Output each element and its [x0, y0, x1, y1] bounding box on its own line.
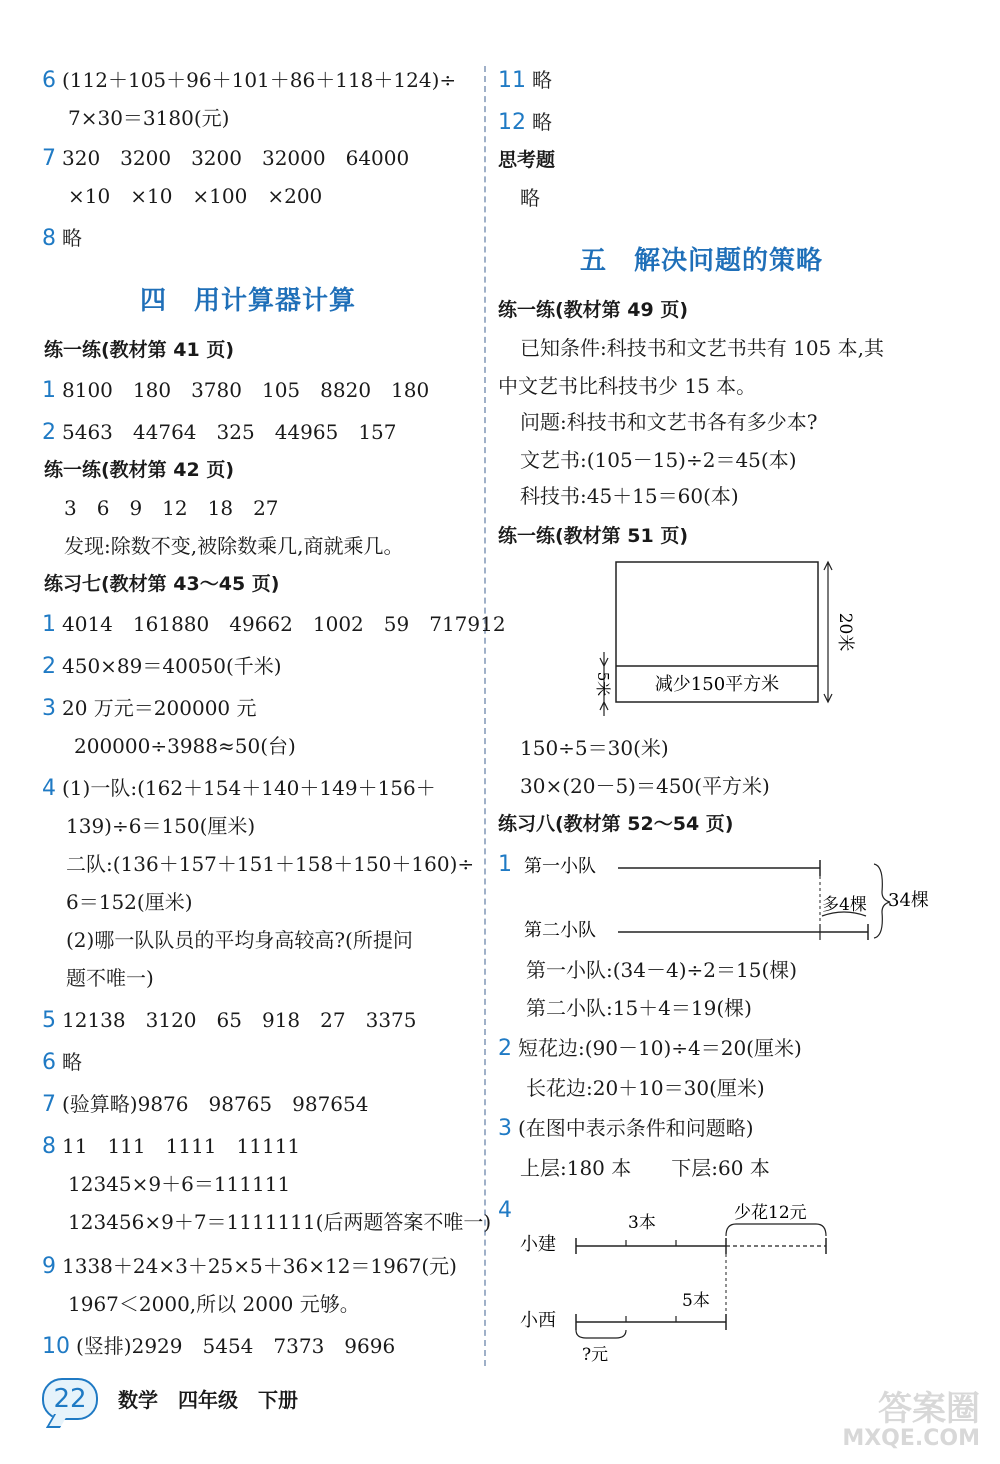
q7-line2: ×10 ×10 ×100 ×200: [68, 184, 323, 208]
answer-text: 1338＋24×3＋25×5＋36×12＝1967(元): [62, 1254, 457, 1278]
team2-label: 第二小队: [524, 920, 596, 941]
answer-text: (验算略)9876 98765 987654: [62, 1092, 369, 1116]
ex7-a3b: 200000÷3988≈50(台): [74, 734, 296, 758]
think-text: 略: [520, 186, 540, 210]
ex7-a9: [42, 1254, 457, 1279]
item-number: 11: [498, 68, 526, 93]
ex7-a10: [42, 1334, 395, 1359]
answer-text: 320 3200 3200 32000 64000: [62, 146, 410, 170]
team-line-diagram: [520, 852, 929, 952]
less12-brace: [726, 1224, 826, 1236]
item-number: 6: [42, 68, 56, 93]
three-books-label: 3本: [628, 1213, 656, 1233]
item-number: 8: [42, 226, 56, 251]
p49-l2: 中文艺书比科技书少 15 本。: [498, 374, 757, 398]
item-number: 2: [42, 654, 56, 679]
ex7-a8: [42, 1134, 300, 1159]
item-number: 7: [42, 146, 56, 171]
p42-row1: 3 6 9 12 18 27: [64, 496, 279, 520]
item-number: 7: [42, 1092, 56, 1117]
p49-l1: 已知条件:科技书和文艺书共有 105 本,其: [520, 336, 884, 360]
book-line-diagram: [520, 1196, 840, 1366]
ex7-a4b: 139)÷6＝150(厘米): [66, 814, 256, 838]
q8-line: [42, 226, 82, 251]
ex7-a5: [42, 1008, 417, 1033]
ex7-a4c: 二队:(136＋157＋151＋158＋150＋160)÷: [66, 852, 475, 876]
answer-text: 略: [532, 68, 552, 92]
watermark-logo: [780, 1389, 980, 1454]
ex7-a4e: (2)哪一队队员的平均身高较高?(所提问: [66, 928, 413, 952]
p42-row2: 发现:除数不变,被除数乘几,商就乘几。: [64, 534, 404, 558]
answer-text: (在图中表示条件和问题略): [518, 1116, 754, 1140]
p41-row2: [42, 420, 397, 445]
watermark-url: MXQE.COM: [842, 1426, 980, 1451]
item-number: 8: [42, 1134, 56, 1159]
ex8-a3: [498, 1116, 754, 1141]
q6-line2: 7×30＝3180(元): [68, 106, 230, 130]
unit-price-label: ?元: [582, 1345, 609, 1365]
p51-header: 练一练(教材第 51 页): [498, 525, 689, 547]
reduce-label: 减少150平方米: [654, 674, 780, 695]
item-number: 3: [42, 696, 56, 721]
q7-line1: [42, 146, 409, 171]
total34-label: 34棵: [888, 890, 929, 911]
p49-l3: 问题:科技书和文艺书各有多少本?: [520, 410, 818, 434]
answer-text: 11 111 1111 11111: [62, 1134, 301, 1158]
watermark-text: 答案圈: [878, 1389, 980, 1429]
item-number: 2: [498, 1036, 512, 1061]
ex8-a1c: 第二小队:15＋4＝19(棵): [526, 996, 752, 1020]
column-divider: [484, 66, 486, 1366]
think-header: 思考题: [498, 149, 556, 171]
answer-text: 略: [532, 110, 552, 134]
ex7-header: 练习七(教材第 43～45 页): [44, 573, 280, 595]
ex8-header: 练习八(教材第 52～54 页): [498, 813, 734, 835]
page-number-badge: 22: [42, 1378, 98, 1420]
width-label: 5米: [594, 671, 612, 697]
item-number: 4: [42, 776, 56, 801]
answer-text: 450×89＝40050(千米): [62, 654, 282, 678]
p51-l2: 30×(20－5)＝450(平方米): [520, 774, 770, 798]
answer-text: 4014 161880 49662 1002 59 717912: [62, 612, 506, 636]
item-number: 5: [42, 1008, 56, 1033]
ex7-a6: [42, 1050, 82, 1075]
answer-text: 12138 3120 65 918 27 3375: [62, 1008, 417, 1032]
item-number: 6: [42, 1050, 56, 1075]
unit-price-brace: [576, 1330, 626, 1338]
p42-header: 练一练(教材第 42 页): [44, 459, 235, 481]
item-number: 3: [498, 1116, 512, 1141]
xiaoxi-label: 小西: [520, 1310, 556, 1331]
ex8-a3b: 上层:180 本 下层:60 本: [520, 1156, 770, 1180]
ex7-a7: [42, 1092, 368, 1117]
ex8-a2b: 长花边:20＋10＝30(厘米): [526, 1076, 765, 1100]
ex7-a8c: 123456×9＋7＝1111111(后两题答案不唯一): [68, 1210, 492, 1234]
section4-title: 四 用计算器计算: [140, 286, 357, 316]
p51-l1: 150÷5＝30(米): [520, 736, 669, 760]
answer-text: 20 万元＝200000 元: [62, 696, 257, 720]
answer-text: 略: [62, 226, 82, 250]
five-books-label: 5本: [682, 1291, 710, 1311]
ex7-a4f: 题不唯一): [66, 966, 154, 990]
less12-label: 少花12元: [734, 1203, 807, 1223]
answer-text: (112＋105＋96＋101＋86＋118＋124)÷: [62, 68, 457, 92]
q11-line: [498, 68, 552, 93]
ex7-a4: [42, 776, 436, 801]
answer-text: 5463 44764 325 44965 157: [62, 420, 397, 444]
item-number: 2: [42, 420, 56, 445]
ex7-a4d: 6＝152(厘米): [66, 890, 193, 914]
answer-text: (1)一队:(162＋154＋140＋149＋156＋: [62, 776, 436, 800]
answer-text: 略: [62, 1050, 82, 1074]
ex8-a2: [498, 1036, 802, 1061]
height-label: 20米: [835, 612, 855, 652]
item-number: 1: [42, 378, 56, 403]
p49-header: 练一练(教材第 49 页): [498, 299, 689, 321]
answer-text: (竖排)2929 5454 7373 9696: [76, 1334, 396, 1358]
ex7-a2: [42, 654, 282, 679]
item-number: 9: [42, 1254, 56, 1279]
p41-header: 练一练(教材第 41 页): [44, 339, 235, 361]
p49-l4: 文艺书:(105－15)÷2＝45(本): [520, 448, 797, 472]
item-number: 1: [42, 612, 56, 637]
p41-row1: [42, 378, 429, 403]
more4-label: 多4棵: [822, 895, 867, 915]
item-number: 12: [498, 110, 526, 135]
q6-line1: [42, 68, 456, 93]
answer-text: 8100 180 3780 105 8820 180: [62, 378, 430, 402]
book-title: 数学 四年级 下册: [118, 1388, 298, 1412]
ex8-a1b: 第一小队:(34－4)÷2＝15(棵): [526, 958, 798, 982]
p49-l5: 科技书:45＋15＝60(本): [520, 484, 739, 508]
team1-label: 第一小队: [524, 856, 596, 877]
ex7-a1: [42, 612, 506, 637]
q12-line: [498, 110, 552, 135]
item-number: 10: [42, 1334, 70, 1359]
answer-text: 短花边:(90－10)÷4＝20(厘米): [518, 1036, 802, 1060]
item-number: 1: [498, 852, 512, 877]
ex7-a8b: 12345×9＋6＝111111: [68, 1172, 291, 1196]
item-number: 4: [498, 1198, 512, 1223]
rectangle-figure: [590, 556, 855, 726]
ex7-a9b: 1967＜2000,所以 2000 元够。: [68, 1292, 360, 1316]
ex7-a3: [42, 696, 257, 721]
section5-title: 五 解决问题的策略: [580, 246, 824, 276]
xiaojian-label: 小建: [520, 1234, 556, 1255]
